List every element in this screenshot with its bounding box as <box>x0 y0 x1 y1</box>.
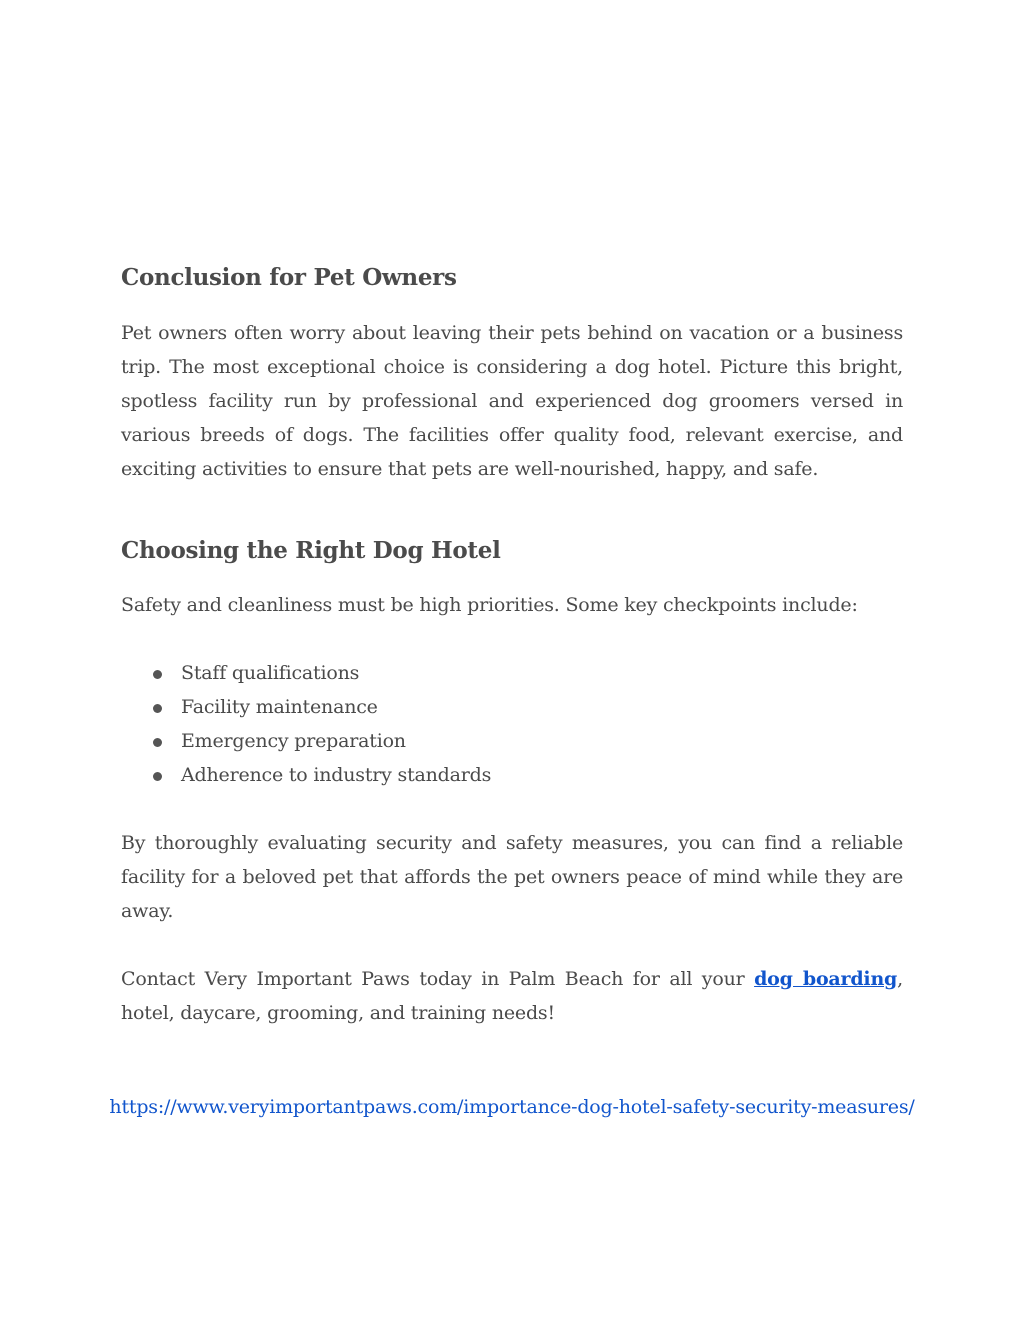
heading-choosing-hotel: Choosing the Right Dog Hotel <box>121 537 501 564</box>
source-url-line <box>0 1090 1024 1124</box>
bullet-icon <box>153 670 162 679</box>
source-url-link[interactable]: https://www.veryimportantpaws.com/importance-dog-hotel-safety-security-measures/ <box>109 1096 915 1118</box>
list-item-text: Adherence to industry standards <box>181 764 492 786</box>
list-item <box>121 758 903 792</box>
paragraph-conclusion: Pet owners often worry about leaving their pets behind on vacation or a business trip. The most exceptional choice is considering a dog hotel. Picture this bright, spotless facility run by professional and experienced dog groomers versed in various breeds of dogs. The facilities offer quality food, relevant exercise, and exciting activities to ensure that pets are well-nourished, happy, and safe. <box>121 322 903 480</box>
list-item <box>121 690 903 724</box>
document-body <box>121 262 903 1030</box>
contact-text-after: , hotel, daycare, grooming, and training needs! <box>121 968 903 1024</box>
contact-text-before: Contact Very Important Paws today in Palm Beach for all your <box>121 968 755 990</box>
paragraph-checkpoints-intro: Safety and cleanliness must be high priorities. Some key checkpoints include: <box>121 594 858 616</box>
bullet-icon <box>153 772 162 781</box>
list-item-text: Facility maintenance <box>181 696 378 718</box>
checkpoint-list <box>121 656 903 792</box>
paragraph-contact <box>121 962 903 1030</box>
list-item <box>121 656 903 690</box>
list-item-text: Staff qualifications <box>181 662 360 684</box>
list-item-text: Emergency preparation <box>181 730 406 752</box>
bullet-icon <box>153 738 162 747</box>
paragraph-evaluation: By thoroughly evaluating security and safety measures, you can find a reliable facility for a beloved pet that affords the pet owners peace of mind while they are away. <box>121 832 903 922</box>
heading-conclusion: Conclusion for Pet Owners <box>121 264 457 291</box>
list-item <box>121 724 903 758</box>
dog-boarding-link[interactable]: dog boarding <box>754 968 898 990</box>
bullet-icon <box>153 704 162 713</box>
